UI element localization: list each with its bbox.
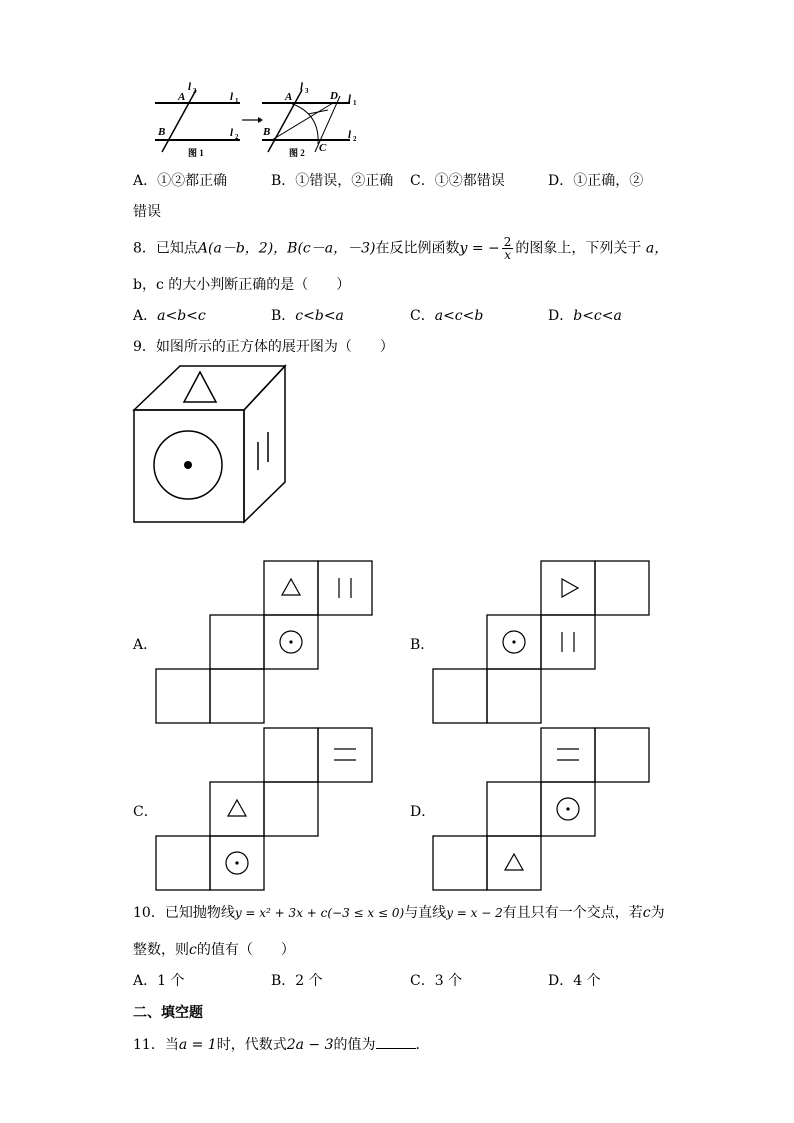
triangle-icon bbox=[184, 372, 216, 402]
fig2-caption: 图 2 bbox=[289, 148, 305, 158]
q8-stem-line1: 8．已知点A(a－b，2)，B(c－a，－3)在反比例函数y = − $\frac{2}{x}$ 的图象上，下列关于 a， bbox=[133, 235, 669, 262]
q9-cube-figure bbox=[130, 364, 290, 528]
q8-stem-line2: b，c 的大小判断正确的是（ ） bbox=[133, 277, 351, 293]
q11-stem: 11．当a = 1时，代数式2a − 3的值为 ． bbox=[133, 1037, 430, 1053]
q9-option-d-label[interactable]: D． bbox=[410, 804, 436, 820]
sub-2-2: 2 bbox=[353, 135, 357, 143]
q9-option-b-label[interactable]: B． bbox=[410, 637, 435, 653]
q7-fig1 bbox=[155, 81, 240, 158]
label-D2: D bbox=[330, 90, 338, 102]
label-A: A bbox=[178, 91, 186, 103]
q8-option-d[interactable]: D．b<c<a bbox=[548, 308, 622, 324]
q8-option-a[interactable]: A．a<b<c bbox=[133, 308, 206, 324]
sub-1-2: 1 bbox=[353, 99, 357, 107]
q10-option-a[interactable]: A．1 个 bbox=[133, 973, 185, 989]
q8-fraction: $\frac{2}{x}$ bbox=[503, 235, 512, 262]
q7-option-d-wrap: 错误 bbox=[133, 204, 161, 220]
section-title: 二、填空题 bbox=[133, 1005, 203, 1021]
q8-option-b[interactable]: B．c<b<a bbox=[271, 308, 344, 324]
sub-3: 3 bbox=[193, 87, 197, 95]
q7-option-d[interactable]: D．①正确，② bbox=[548, 173, 644, 189]
label-l1: l bbox=[230, 91, 234, 103]
label-l2: l bbox=[230, 127, 234, 139]
arrow-icon bbox=[242, 117, 263, 123]
q7-fig2 bbox=[262, 81, 357, 158]
q9-option-c-label[interactable]: C． bbox=[133, 804, 158, 820]
q7-option-a[interactable]: A．①②都正确 bbox=[133, 173, 228, 189]
fig1-caption: 图 1 bbox=[188, 148, 204, 158]
q8-option-c[interactable]: C．a<c<b bbox=[410, 308, 484, 324]
label-l1-2: l bbox=[348, 93, 352, 105]
sub-3-2: 3 bbox=[305, 87, 309, 95]
sub-2: 2 bbox=[235, 133, 239, 141]
q7-figure bbox=[150, 78, 370, 160]
q9-option-a-label[interactable]: A． bbox=[133, 637, 158, 653]
q9-net-b[interactable] bbox=[432, 560, 652, 724]
q9-stem: 9．如图所示的正方体的展开图为（ ） bbox=[133, 339, 394, 355]
label-C2: C bbox=[319, 142, 327, 154]
answer-blank[interactable] bbox=[376, 1036, 416, 1049]
label-l3-2: l bbox=[300, 81, 304, 93]
q9-net-c[interactable] bbox=[155, 727, 375, 891]
q9-net-a[interactable] bbox=[155, 560, 375, 724]
q10-option-c[interactable]: C．3 个 bbox=[410, 973, 463, 989]
q9-net-d[interactable] bbox=[432, 727, 652, 891]
label-A2: A bbox=[285, 91, 293, 103]
sub-1: 1 bbox=[235, 97, 239, 105]
q7-option-c[interactable]: C．①②都错误 bbox=[410, 173, 505, 189]
q10-option-d[interactable]: D．4 个 bbox=[548, 973, 601, 989]
label-l2-2: l bbox=[348, 129, 352, 141]
label-B2: B bbox=[263, 126, 271, 138]
label-l3: l bbox=[188, 81, 192, 93]
label-B: B bbox=[158, 126, 166, 138]
q10-stem-line1: 10．已知抛物线y = x² + 3x + c(−3 ≤ x ≤ 0)与直线y = x − 2有且只有一个交点，若c为 bbox=[133, 905, 665, 921]
q10-stem-line2: 整数，则c的值有（ ） bbox=[133, 942, 295, 958]
q7-option-b[interactable]: B．①错误，②正确 bbox=[271, 173, 394, 189]
q10-option-b[interactable]: B．2 个 bbox=[271, 973, 323, 989]
